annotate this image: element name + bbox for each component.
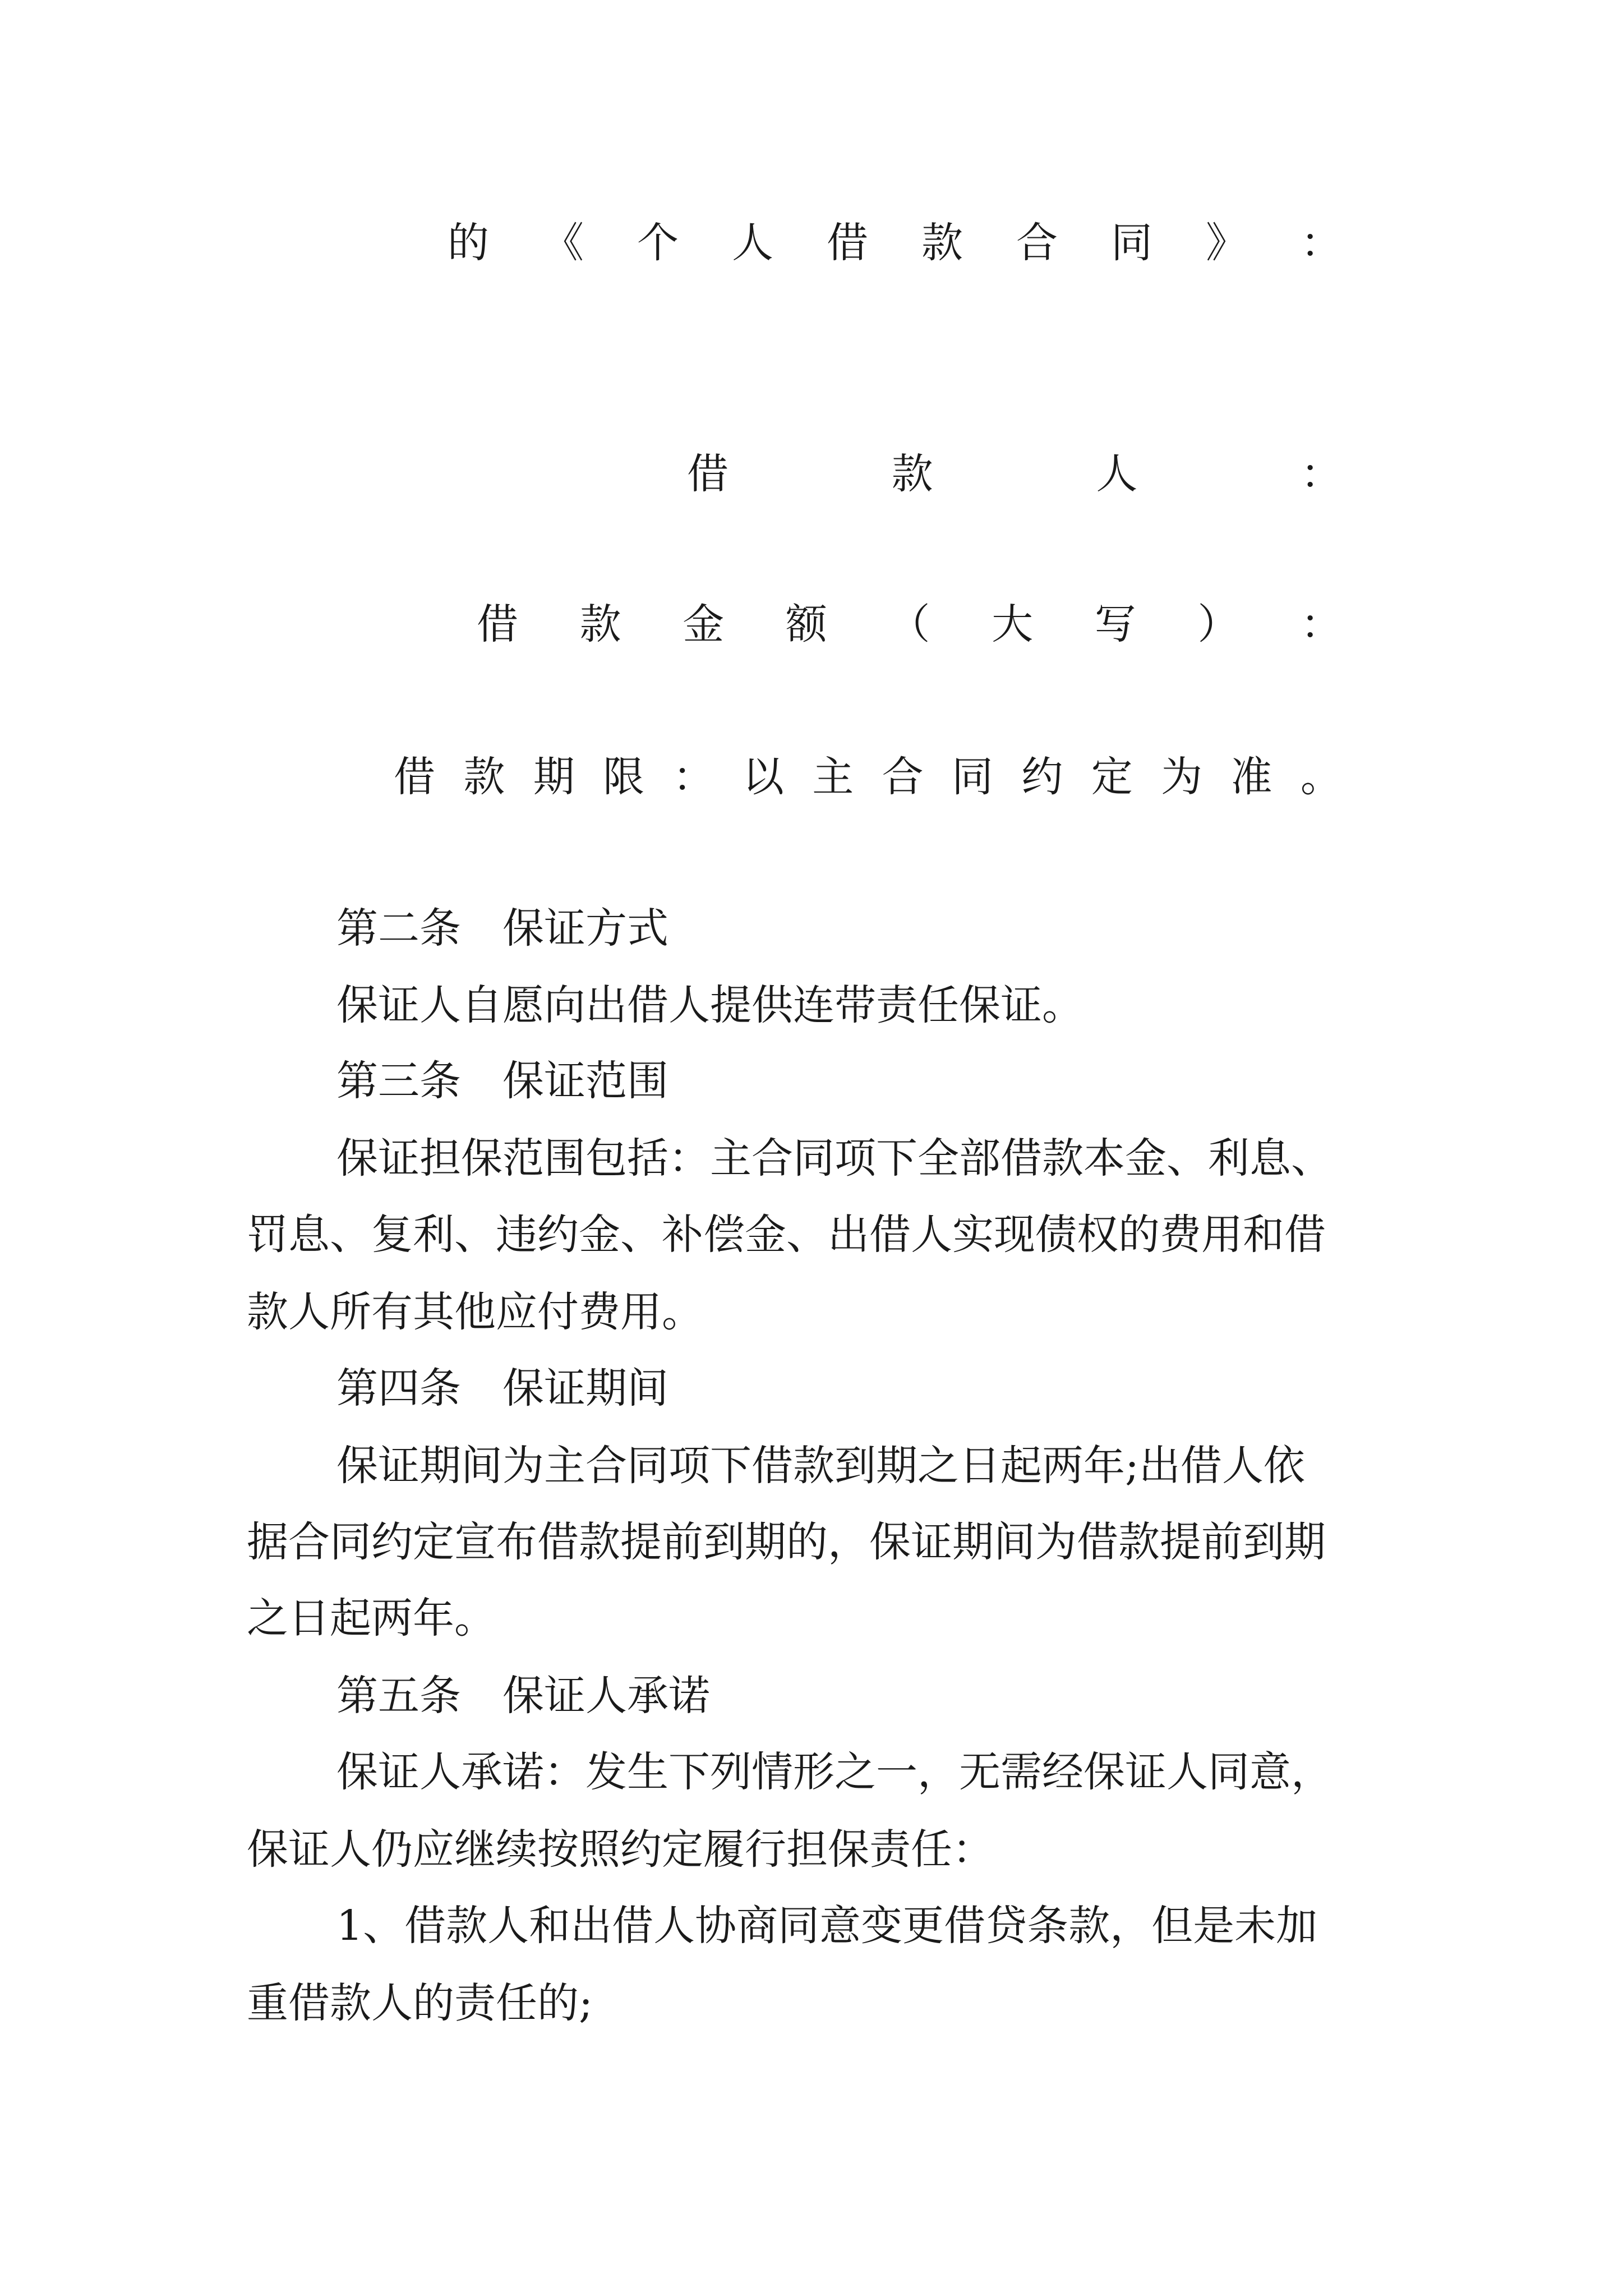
article5-body-line: 保证人仍应继续按照约定履行担保责任： xyxy=(247,1825,994,1874)
article2-body: 保证人自愿向出借人提供连带责任保证。 xyxy=(336,981,1083,1029)
title-char: 借 xyxy=(827,219,868,267)
contract-title-line xyxy=(448,219,1342,267)
title-char: 人 xyxy=(732,219,773,267)
amount-char: ： xyxy=(1301,600,1342,648)
term-char: 约 xyxy=(1021,753,1063,801)
title-char: 的 xyxy=(448,219,489,267)
title-char: ： xyxy=(1301,219,1342,267)
item1-line: 重借款人的责任的; xyxy=(247,1979,593,2027)
term-char: 主 xyxy=(812,753,854,801)
article5-heading: 第五条 保证人承诺 xyxy=(336,1672,710,1720)
term-char: 款 xyxy=(463,753,505,801)
loan-amount-line xyxy=(477,600,1342,648)
article4-body-line: 之日起两年。 xyxy=(247,1594,496,1642)
title-char: 》 xyxy=(1206,219,1247,267)
title-char: 同 xyxy=(1111,219,1152,267)
borrower-char: 款 xyxy=(891,450,933,498)
term-char: ： xyxy=(672,753,714,801)
amount-char: 款 xyxy=(579,600,621,648)
term-char: 以 xyxy=(742,753,784,801)
title-char: 《 xyxy=(542,219,584,267)
article5-body-line: 保证人承诺：发生下列情形之一，无需经保证人同意， xyxy=(336,1748,1332,1796)
article4-body-line: 保证期间为主合同项下借款到期之日起两年;出借人依 xyxy=(336,1442,1305,1490)
amount-char: 写 xyxy=(1094,600,1136,648)
borrower-char: ： xyxy=(1300,450,1342,498)
loan-term-line xyxy=(394,753,1342,801)
term-char: 定 xyxy=(1091,753,1133,801)
amount-char: 大 xyxy=(992,600,1034,648)
article4-body-line: 据合同约定宣布借款提前到期的，保证期间为借款提前到期 xyxy=(247,1518,1326,1566)
article3-body-line: 罚息、复利、违约金、补偿金、出借人实现债权的费用和借 xyxy=(247,1211,1326,1259)
term-char: 合 xyxy=(882,753,924,801)
amount-char: （ xyxy=(888,600,930,648)
article3-heading: 第三条 保证范围 xyxy=(336,1057,668,1105)
amount-char: ） xyxy=(1197,600,1239,648)
amount-char: 额 xyxy=(785,600,827,648)
article3-body-line: 款人所有其他应付费用。 xyxy=(247,1288,703,1336)
amount-char: 借 xyxy=(477,600,518,648)
article4-heading: 第四条 保证期间 xyxy=(336,1364,668,1412)
title-char: 款 xyxy=(921,219,963,267)
amount-char: 金 xyxy=(683,600,725,648)
borrower-char: 借 xyxy=(687,450,728,498)
term-char: 。 xyxy=(1300,753,1342,801)
article2-heading: 第二条 保证方式 xyxy=(336,904,668,953)
article3-body-line: 保证担保范围包括：主合同项下全部借款本金、利息、 xyxy=(336,1134,1332,1182)
term-char: 期 xyxy=(533,753,575,801)
borrower-line xyxy=(687,450,1342,498)
item1-line: 1、借款人和出借人协商同意变更借贷条款，但是未加 xyxy=(336,1902,1318,1950)
term-char: 同 xyxy=(952,753,993,801)
title-char: 合 xyxy=(1016,219,1058,267)
term-char: 为 xyxy=(1161,753,1203,801)
title-char: 个 xyxy=(637,219,679,267)
borrower-char: 人 xyxy=(1096,450,1138,498)
term-char: 限 xyxy=(603,753,645,801)
term-char: 借 xyxy=(394,753,435,801)
term-char: 准 xyxy=(1230,753,1272,801)
